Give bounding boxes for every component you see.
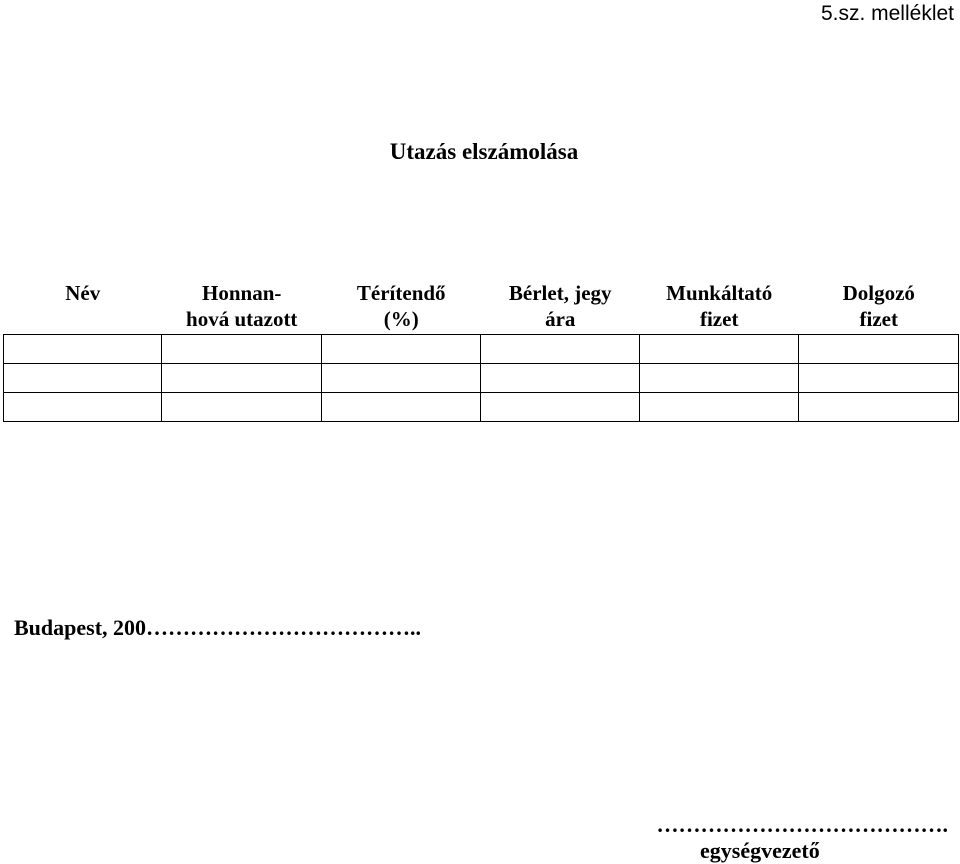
table-cell[interactable] xyxy=(162,364,322,393)
header-name: Név xyxy=(4,276,162,335)
header-employer-pays: Munkáltató fizet xyxy=(639,276,799,335)
table-cell[interactable] xyxy=(799,364,959,393)
table-cell[interactable] xyxy=(799,393,959,422)
expense-table xyxy=(3,276,959,422)
place-date-line: Budapest, 200……………………………….. xyxy=(14,615,422,640)
table-cell[interactable] xyxy=(4,393,162,422)
table-cell[interactable] xyxy=(799,335,959,364)
page-title: Utazás elszámolása xyxy=(389,139,579,164)
annex-label: 5.sz. melléklet xyxy=(820,2,954,25)
table-cell[interactable] xyxy=(162,393,322,422)
table-cell[interactable] xyxy=(481,393,639,422)
table-cell[interactable] xyxy=(4,364,162,393)
signature-label: egységvezető xyxy=(700,838,820,863)
table-row xyxy=(4,393,959,422)
table-cell[interactable] xyxy=(639,364,799,393)
table-cell[interactable] xyxy=(162,335,322,364)
table-cell[interactable] xyxy=(639,335,799,364)
table-cell[interactable] xyxy=(321,364,481,393)
table-cell[interactable] xyxy=(639,393,799,422)
table-row xyxy=(4,364,959,393)
table-cell[interactable] xyxy=(481,335,639,364)
table-header-row xyxy=(4,276,959,335)
table-cell[interactable] xyxy=(321,335,481,364)
table-cell[interactable] xyxy=(321,393,481,422)
signature-dotted-line: …………………………………. xyxy=(656,812,948,837)
table-cell[interactable] xyxy=(481,364,639,393)
header-employee-pays: Dolgozó fizet xyxy=(799,276,959,335)
table-row xyxy=(4,335,959,364)
table-cell[interactable] xyxy=(4,335,162,364)
header-route: Honnan- hová utazott xyxy=(162,276,322,335)
header-reimbursable-percent: Térítendő (%) xyxy=(321,276,481,335)
header-ticket-price: Bérlet, jegy ára xyxy=(481,276,639,335)
